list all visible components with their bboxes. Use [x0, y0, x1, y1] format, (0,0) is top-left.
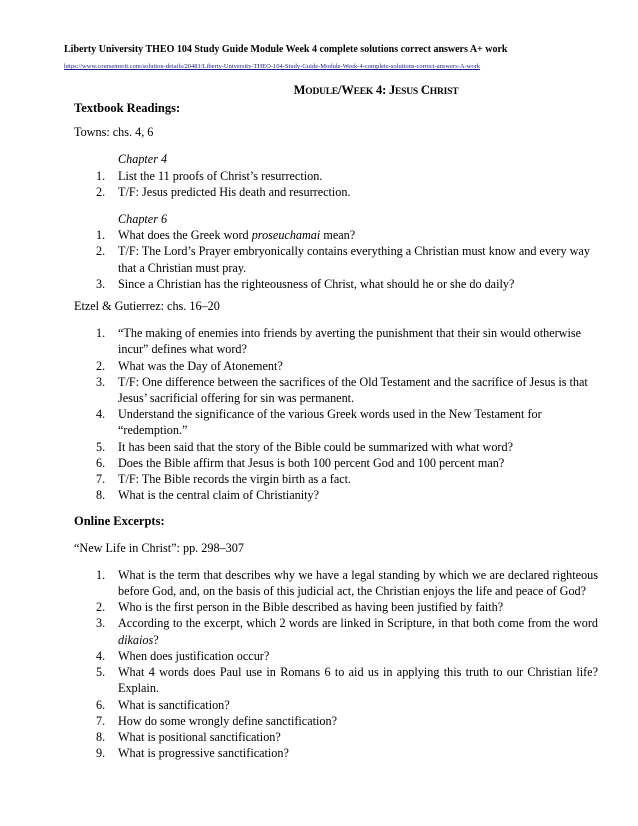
- list-item: 5. It has been said that the story of the Bible could be summarized with what word?: [96, 439, 513, 454]
- list-item: 7. T/F: The Bible records the virgin birth as a fact.: [96, 472, 352, 487]
- chapter4-label: Chapter 4: [118, 152, 168, 167]
- list-item: 4. Understand the significance of the various Greek words used in the New Testament for “redemption.”: [96, 407, 542, 438]
- module-heading: MODULE/WEEK 4: JESUS CHRIST: [293, 83, 459, 97]
- chapter6-list: [74, 227, 598, 292]
- list-item: 3. Since a Christian has the righteousness of Christ, what should he or she do daily?: [96, 276, 515, 291]
- list-item: 3. According to the excerpt, which 2 words are linked in Scripture, in that both come from the word dikaios?: [96, 616, 598, 647]
- content: [64, 100, 598, 761]
- etzel-list: [74, 325, 598, 503]
- list-item: 8. What is positional sanctification?: [96, 729, 281, 744]
- online-list: [74, 567, 598, 761]
- list-item: 1. “The making of enemies into friends by averting the punishment that their sin would otherwise incur” defines what word?: [96, 326, 582, 357]
- list-item: 2. Who is the first person in the Bible described as having been justified by faith?: [96, 600, 504, 615]
- list-item: 2. T/F: Jesus predicted His death and resurrection.: [96, 184, 351, 199]
- list-item: 8. What is the central claim of Christianity?: [96, 488, 320, 503]
- list-item: 6. Does the Bible affirm that Jesus is both 100 percent God and 100 percent man?: [96, 455, 505, 470]
- textbook-heading: Textbook Readings:: [74, 101, 181, 115]
- chapter4-list: [74, 168, 598, 200]
- list-item: 1. List the 11 proofs of Christ’s resurrection.: [96, 168, 323, 183]
- list-item: 1. What does the Greek word proseuchamai mean?: [96, 228, 356, 243]
- list-item: 5. What 4 words does Paul use in Romans 6 to aid us in applying this truth to our Christian life? Explain.: [96, 665, 598, 696]
- list-item: 2. T/F: The Lord’s Prayer embryonically contains everything a Christian must know and every way that a Christian must pray.: [96, 244, 590, 275]
- list-item: 2. What was the Day of Atonement?: [96, 358, 283, 373]
- list-item: 9. What is progressive sanctification?: [96, 746, 289, 761]
- list-item: 4. When does justification occur?: [96, 648, 270, 663]
- list-item: 7. How do some wrongly define sanctification?: [96, 713, 337, 728]
- towns-source: Towns: chs. 4, 6: [74, 125, 154, 140]
- etzel-source: Etzel & Gutierrez: chs. 16–20: [74, 299, 220, 314]
- online-source: “New Life in Christ”: pp. 298–307: [74, 540, 244, 555]
- list-item: 6. What is sanctification?: [96, 697, 230, 712]
- document-title: Liberty University THEO 104 Study Guide Module Week 4 complete solutions correct answers A+ work: [64, 44, 508, 55]
- source-url-link[interactable]: https://www.coursemerit.com/solution-details/20481/Liberty-University-THEO-104-Study-Guide-Module-Week-4-complete-solutions-correct-answers-A-work: [64, 63, 481, 70]
- chapter6-label: Chapter 6: [118, 212, 168, 227]
- online-heading: Online Excerpts:: [74, 514, 165, 529]
- list-item: 3. T/F: One difference between the sacrifices of the Old Testament and the sacrifice of Jesus is that Jesus’ sacrificial offering for sin was permanent.: [96, 374, 588, 406]
- list-item: 1. What is the term that describes why we have a legal standing by which we are declared righteous before God, and, on the basis of this judicial act, the Christian enjoys the life and peace of God?: [96, 567, 598, 599]
